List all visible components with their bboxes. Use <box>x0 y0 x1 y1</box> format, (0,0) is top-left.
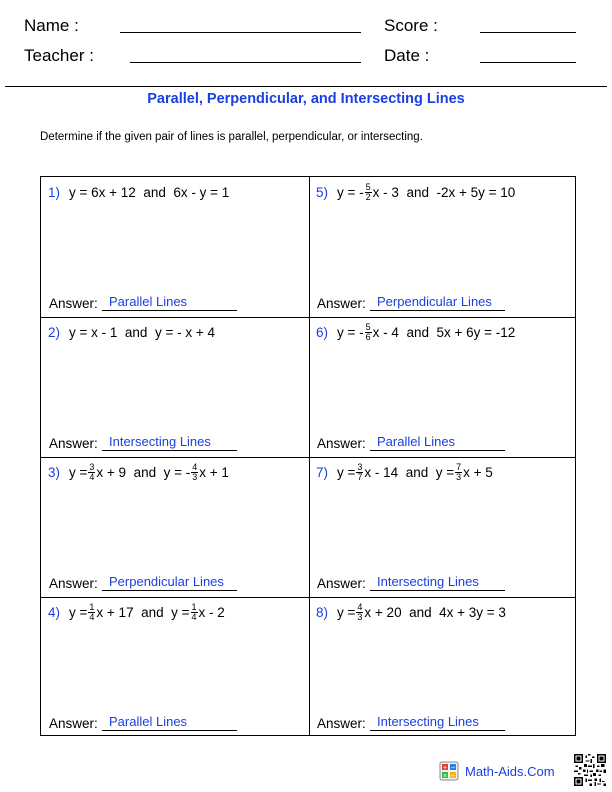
score-label: Score : <box>384 16 438 35</box>
equation-text: y = <box>337 604 356 620</box>
answer-line[interactable] <box>102 730 237 731</box>
equation-text: x + 1 <box>199 464 229 480</box>
equation-text: x + 9 <box>96 464 127 480</box>
teacher-label: Teacher : <box>24 46 94 65</box>
answer-label: Answer: <box>317 576 366 591</box>
fraction: $\frac{1}{4}$ <box>89 601 95 622</box>
problem-number: 8) <box>316 604 329 620</box>
equation-line1 <box>69 185 136 200</box>
conjunction: and <box>135 184 174 200</box>
teacher-field[interactable] <box>130 62 361 63</box>
equation-text: x - 4 <box>372 324 399 340</box>
fraction: $\frac{1}{4}$ <box>191 601 197 622</box>
equation-text: y = - <box>337 184 364 200</box>
equation-line1 <box>337 463 398 482</box>
equation-text: y = <box>435 464 455 480</box>
fraction: $\frac{3}{4}$ <box>89 461 95 482</box>
equation-text: 6x - y = 1 <box>173 184 230 200</box>
problem-number: 3) <box>48 464 61 480</box>
equation-text: y = <box>171 604 190 620</box>
answer-label: Answer: <box>49 296 98 311</box>
problem-statement <box>48 601 225 622</box>
answer-label: Answer: <box>49 716 98 731</box>
problem-cell <box>308 596 575 736</box>
answer-line[interactable] <box>370 310 505 311</box>
conjunction: and <box>126 464 164 480</box>
equation-text: x - 2 <box>198 604 225 620</box>
answer-text: Intersecting Lines <box>377 574 479 589</box>
equation-line2 <box>173 185 229 200</box>
equation-text: x + 5 <box>463 464 493 480</box>
svg-text:+: + <box>442 764 448 772</box>
answer-line[interactable] <box>370 730 505 731</box>
fraction: $\frac{5}{6}$ <box>365 321 371 342</box>
answer-line[interactable] <box>102 450 237 451</box>
conjunction: and <box>398 324 437 340</box>
answer-text: Parallel Lines <box>109 714 188 729</box>
brand-name[interactable]: Math-Aids.Com <box>465 763 555 779</box>
score-field[interactable] <box>480 32 576 33</box>
equation-text: x + 20 <box>364 604 402 620</box>
equation-text: y = - x + 4 <box>154 324 215 340</box>
answer-text: Perpendicular Lines <box>377 294 492 309</box>
problem-statement <box>48 325 215 339</box>
conjunction: and <box>133 604 172 620</box>
equation-line2 <box>164 463 229 482</box>
answer-label: Answer: <box>49 436 98 451</box>
problem-cell <box>40 456 307 596</box>
answer-label: Answer: <box>49 576 98 591</box>
date-field[interactable] <box>480 62 576 63</box>
problem-statement <box>316 321 516 342</box>
problem-number: 1) <box>48 184 61 200</box>
answer-label: Answer: <box>317 716 366 731</box>
equation-line1 <box>69 463 126 482</box>
answer-text: Parallel Lines <box>377 434 456 449</box>
equation-line1 <box>337 603 402 622</box>
conjunction: and <box>117 324 155 340</box>
equation-text: y = 6x + 12 <box>69 184 136 200</box>
equation-line1 <box>69 603 134 622</box>
equation-line1 <box>69 325 117 340</box>
problem-cell <box>40 176 307 316</box>
qr-code-icon <box>574 754 606 786</box>
answer-text: Intersecting Lines <box>109 434 211 449</box>
equation-text: x - 3 <box>372 184 399 200</box>
fraction: $\frac{4}{3}$ <box>192 461 198 482</box>
problem-number: 7) <box>316 464 329 480</box>
fraction: $\frac{7}{3}$ <box>456 461 462 482</box>
problem-statement <box>316 601 506 622</box>
equation-text: y = - <box>337 324 364 340</box>
problem-cell <box>308 176 575 316</box>
answer-line[interactable] <box>370 590 505 591</box>
equation-text: x + 17 <box>96 604 134 620</box>
equation-line1 <box>337 323 399 342</box>
answer-label: Answer: <box>317 436 366 451</box>
problem-number: 6) <box>316 324 329 340</box>
problem-cell <box>40 596 307 736</box>
problem-cell <box>40 316 307 456</box>
calculator-icon <box>439 761 459 781</box>
svg-text:−: − <box>450 764 456 772</box>
equation-text: -2x + 5y = 10 <box>436 184 516 200</box>
equation-text: y = x - 1 <box>69 324 118 340</box>
problem-statement <box>48 185 229 199</box>
svg-text:×: × <box>442 772 448 780</box>
instructions: Determine if the given pair of lines is parallel, perpendicular, or intersecting. <box>40 131 423 143</box>
name-label: Name : <box>24 16 79 35</box>
problem-cell <box>308 316 575 456</box>
equation-line2 <box>171 603 225 622</box>
conjunction: and <box>398 464 436 480</box>
math-aids-logo[interactable] <box>439 761 555 781</box>
problem-number: 4) <box>48 604 61 620</box>
problem-statement <box>316 181 516 202</box>
equation-text: 4x + 3y = 3 <box>439 604 506 620</box>
problem-number: 2) <box>48 324 61 340</box>
fraction: $\frac{4}{3}$ <box>357 601 363 622</box>
problem-number: 5) <box>316 184 329 200</box>
answer-line[interactable] <box>102 590 237 591</box>
answer-line[interactable] <box>102 310 237 311</box>
name-field[interactable] <box>120 32 361 33</box>
equation-text: y = <box>69 604 88 620</box>
equation-text: y = <box>69 464 88 480</box>
fraction: $\frac{3}{7}$ <box>357 461 363 482</box>
equation-text: x - 14 <box>364 464 399 480</box>
page-title: Parallel, Perpendicular, and Intersecting Lines <box>147 91 465 107</box>
equation-text: y = - <box>163 464 191 480</box>
answer-line[interactable] <box>370 450 505 451</box>
answer-text: Intersecting Lines <box>377 714 479 729</box>
fraction: $\frac{5}{2}$ <box>365 181 371 202</box>
equation-line1 <box>337 183 399 202</box>
answer-text: Perpendicular Lines <box>109 574 224 589</box>
equation-text: y = <box>337 464 356 480</box>
equation-line2 <box>436 325 515 340</box>
header-divider <box>5 86 607 87</box>
svg-text:÷: ÷ <box>450 772 456 780</box>
equation-line2 <box>436 185 515 200</box>
equation-line2 <box>436 463 493 482</box>
conjunction: and <box>401 604 440 620</box>
conjunction: and <box>398 184 437 200</box>
problem-statement <box>316 461 493 482</box>
equation-line2 <box>155 325 215 340</box>
problem-statement <box>48 461 229 482</box>
date-label: Date : <box>384 46 430 65</box>
answer-label: Answer: <box>317 296 366 311</box>
answer-text: Parallel Lines <box>109 294 188 309</box>
equation-text: 5x + 6y = -12 <box>436 324 516 340</box>
equation-line2 <box>439 605 506 620</box>
problem-cell <box>308 456 575 596</box>
